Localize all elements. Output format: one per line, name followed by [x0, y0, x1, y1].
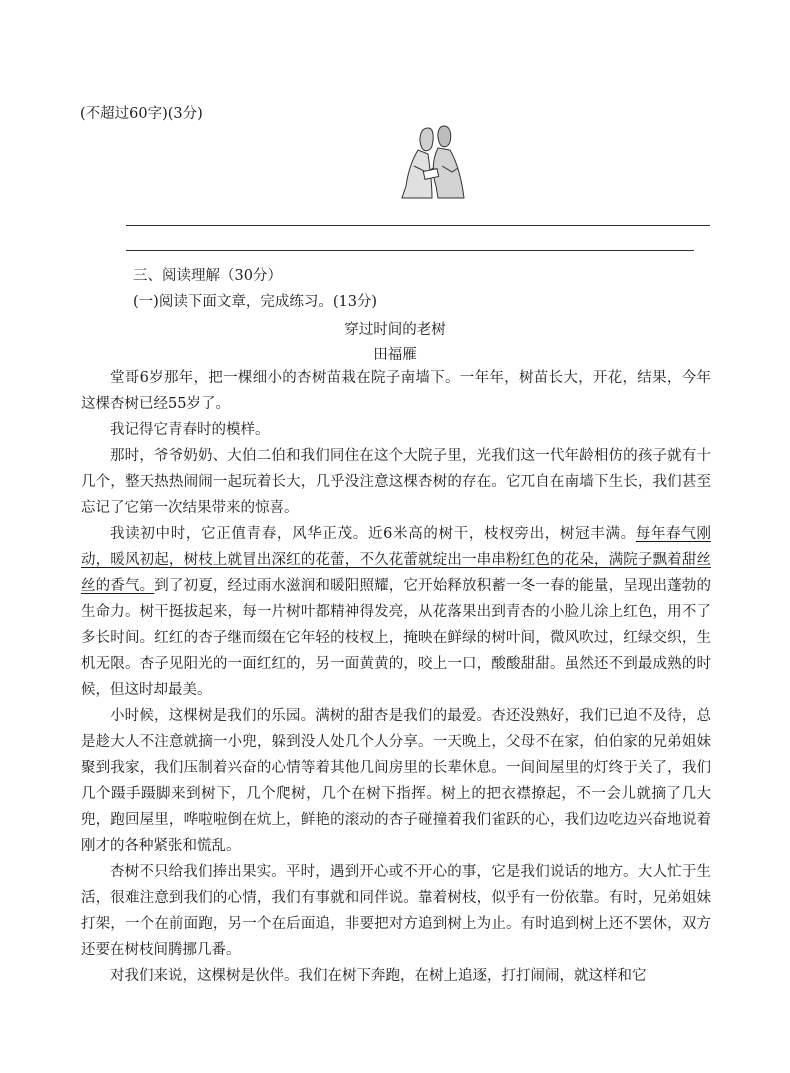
- answer-line-1: [126, 225, 710, 226]
- article-title: 穿过时间的老树: [344, 322, 446, 338]
- paragraph: 我读初中时，它正值青春，风华正茂。近6米高的树干，枝杈旁出，树冠丰满。每年春气刚动，暖风初起，树枝上就冒出深红的花蕾，不久花蕾就绽出一串串粉红色的花朵，满院子飘着甜丝丝的香气。到了初夏，经过雨水滋润和暖阳照耀，它开始释放积蓄一冬一春的能量，呈现出蓬勃的生命力。树干挺拔起来，每一片树叶都精神得发亮，从花落果出到青杏的小脸儿涂上红色，用不了多长时间。红红的杏子继而缀在它年轻的枝杈上，掩映在鲜绿的树叶间，微风吹过，红绿交织，生机无限。杏子见阳光的一面红红的，另一面黄黄的，咬上一口，酸酸甜甜。虽然还不到最成熟的时候，但这时却最美。: [81, 526, 712, 698]
- underlined-sentence: 每年春气刚动，暖风初起，树枝上就冒出深红的花蕾，不久花蕾就绽出一串串粉红色的花朵，满院子飘着甜丝丝的香气。: [81, 526, 711, 594]
- answer-line-2: [126, 250, 694, 251]
- illustration-two-girls: [398, 120, 468, 200]
- paragraph: 小时候，这棵树是我们的乐园。满树的甜杏是我们的最爱。杏还没熟好，我们已迫不及待，总是趁大人不注意就摘一小兜，躲到没人处几个人分享。一天晚上，父母不在家，伯伯家的兄弟姐妹聚到我家，我们压制着兴奋的心情等着其他几间房里的长辈休息。一间间屋里的灯终于关了，我们几个蹑手蹑脚来到树下，几个爬树，几个在树下指挥。树上的把衣襟撩起，不一会儿就摘了几大兜，跑回屋里，哗啦啦倒在炕上，鲜艳的滚动的杏子碰撞着我们雀跃的心，我们边吃边兴奋地说着刚才的各种紧张和慌乱。: [81, 708, 711, 854]
- article-author: 田福雁: [373, 347, 417, 363]
- article-body: [81, 365, 711, 989]
- sub-heading: (一)阅读下面文章，完成练习。(13分): [133, 294, 378, 310]
- word-limit-note: (不超过60字)(3分): [80, 106, 203, 122]
- paragraph: 对我们来说，这棵树是伙伴。我们在树下奔跑，在树上追逐，打打闹闹，就这样和它: [110, 968, 647, 984]
- paragraph: 杏树不只给我们捧出果实。平时，遇到开心或不开心的事，它是我们说话的地方。大人忙于生活，很难注意到我们的心情，我们有事就和同伴说。靠着树枝，似乎有一份依靠。有时，兄弟姐妹打架，一个在前面跑，另一个在后面追，非要把对方追到树上为止。有时追到树上还不罢休，双方还要在树枝间腾挪几番。: [81, 864, 711, 958]
- paragraph: 我记得它青春时的模样。: [110, 422, 270, 438]
- section-heading: 三、阅读理解（30分）: [133, 268, 282, 284]
- paragraph: 那时，爷爷奶奶、大伯二伯和我们同住在这个大院子里，光我们这一代年龄相仿的孩子就有十几个，整天热热闹闹一起玩着长大，几乎没注意这棵杏树的存在。它兀自在南墙下生长，我们甚至忘记了它第一次结果带来的惊喜。: [81, 448, 711, 516]
- paragraph: 堂哥6岁那年，把一棵细小的杏树苗栽在院子南墙下。一年年，树苗长大，开花，结果，今年这棵杏树已经55岁了。: [81, 370, 711, 412]
